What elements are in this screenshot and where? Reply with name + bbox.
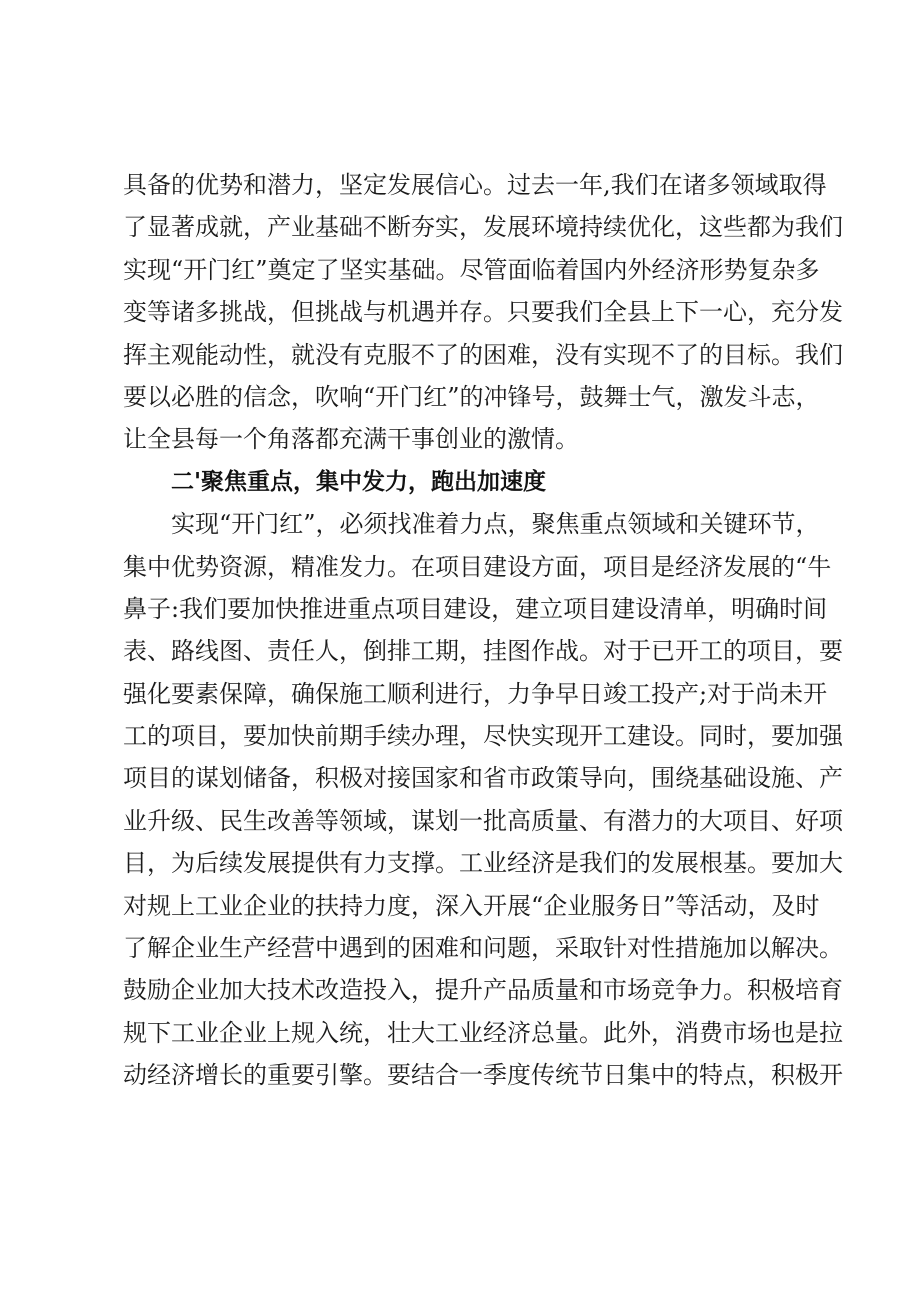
paragraph-line: 强化要素保障，确保施工顺利进行，力争早日竣工投产;对于尚未开 — [123, 679, 828, 708]
paragraph-line: 要以必胜的信念，吹响“开门红”的冲锋号，鼓舞士气，激发斗志， — [123, 382, 820, 411]
paragraph-line: 实现“开门红”奠定了坚实基础。尽管面临着国内外经济形势复杂多 — [123, 255, 820, 284]
paragraph-line: 鼓励企业加大技术改造投入，提升产品质量和市场竞争力。积极培育 — [123, 976, 843, 1005]
paragraph-line: 对规上工业企业的扶持力度，深入开展“企业服务日”等活动，及时 — [123, 891, 820, 920]
paragraph-line: 挥主观能动性，就没有克服不了的困难，没有实现不了的目标。我们 — [123, 340, 843, 369]
paragraph-line: 工的项目，要加快前期手续办理，尽快实现开工建设。同时，要加强 — [123, 722, 843, 751]
paragraph-line: 鼻子:我们要加快推进重点项目建设，建立项目建设清单，明确时间 — [123, 594, 828, 623]
document-body — [123, 164, 843, 1097]
paragraph-2 — [123, 503, 843, 1096]
paragraph-line: 表、路线图、责任人，倒排工期，挂图作战。对于已开工的项目，要 — [123, 637, 843, 666]
paragraph-line: 动经济增长的重要引擎。要结合一季度传统节日集中的特点，积极开 — [123, 1061, 843, 1090]
paragraph-1 — [123, 164, 843, 461]
paragraph-line: 项目的谋划储备，积极对接国家和省市政策导向，围绕基础设施、产 — [123, 764, 843, 793]
paragraph-line: 了显著成就，产业基础不断夯实，发展环境持续优化，这些都为我们 — [123, 213, 843, 242]
paragraph-line: 变等诸多挑战，但挑战与机遇并存。只要我们全县上下一心，充分发 — [123, 298, 843, 327]
paragraph-line: 规下工业企业上规入统，壮大工业经济总量。此外，消费市场也是拉 — [123, 1018, 843, 1047]
paragraph-line: 了解企业生产经营中遇到的困难和问题，采取针对性措施加以解决。 — [123, 934, 843, 963]
paragraph-line: 目，为后续发展提供有力支撑。工业经济是我们的发展根基。要加大 — [123, 849, 843, 878]
paragraph-line: 实现“开门红”，必须找准着力点，聚焦重点领域和关键环节， — [171, 510, 820, 539]
section-heading: 二'聚焦重点，集中发力，跑出加速度 — [171, 468, 547, 495]
paragraph-line: 集中优势资源，精准发力。在项目建设方面，项目是经济发展的“牛 — [123, 552, 832, 581]
paragraph-line: 业升级、民生改善等领域，谋划一批高质量、有潜力的大项目、好项 — [123, 806, 843, 835]
paragraph-line: 具备的优势和潜力，坚定发展信心。过去一年,我们在诸多领域取得 — [123, 171, 827, 199]
paragraph-line: 让全县每一个角落都充满干事创业的激情。 — [123, 425, 579, 454]
